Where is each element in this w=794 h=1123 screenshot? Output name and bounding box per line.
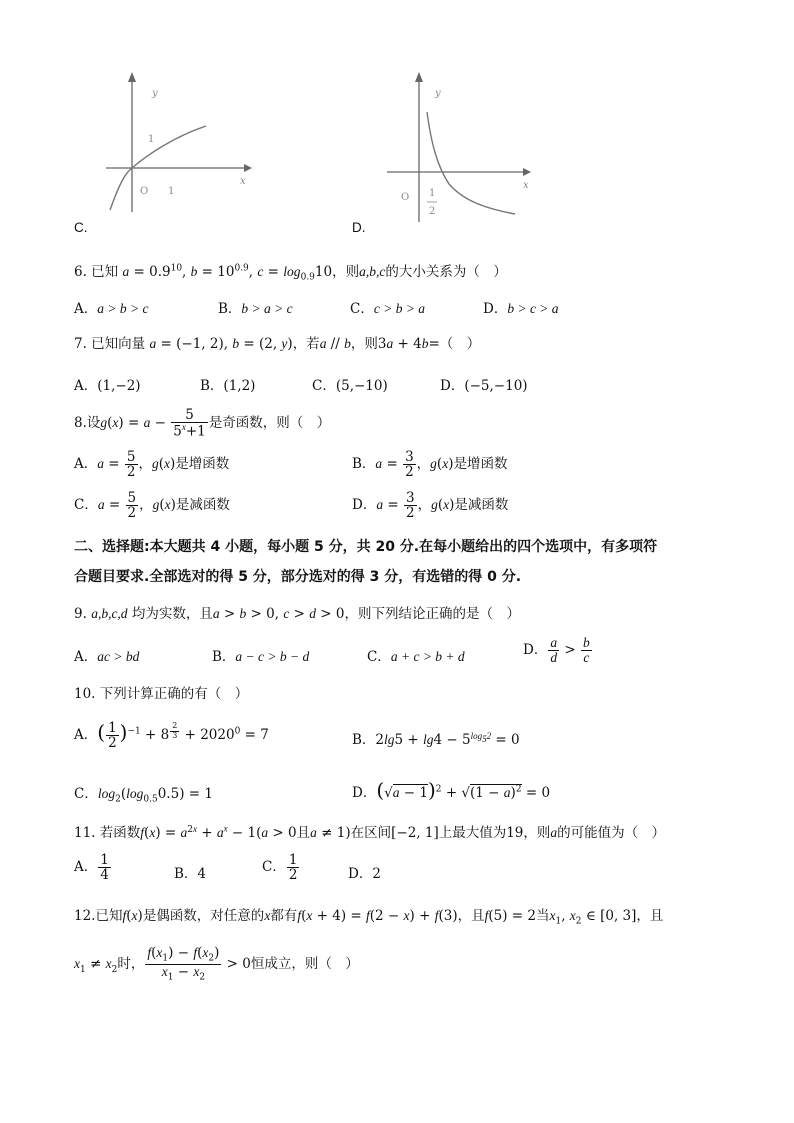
q7-option-d[interactable]: D．(−5,−10) bbox=[440, 378, 528, 394]
q11-option-b[interactable]: B．4 bbox=[174, 866, 207, 882]
q11-option-c[interactable]: C． $\frac{1}{2}$ bbox=[262, 852, 298, 884]
q11-stem: 11. 若函数$f(x) = a^{2x} + a^x - 1(a > 0$且a ≠ 1)在区间[−2, 1]上最大值为19，则a的可能值为（ ） bbox=[74, 823, 666, 841]
q10-option-b[interactable]: B．$2\lg 5 + \lg 4 - 5^{log_52} = 0$ bbox=[352, 730, 520, 748]
section2-heading-line1: 二、选择题:本大题共 4 小题，每小题 5 分，共 20 分.在每小题给出的四个选项中，有多项符 bbox=[74, 539, 658, 555]
q9-option-d[interactable]: D． $\frac{a}{d}$ > $\frac{b}{c}$ bbox=[523, 635, 590, 666]
graph-d-x-label: x bbox=[523, 180, 529, 191]
q7-option-c[interactable]: C．(5,−10) bbox=[312, 378, 388, 394]
q7-stem: 7. 已知向量 a = (−1, 2), b = (2, y)，若a // b，则3a + 4b=（ ） bbox=[74, 336, 481, 352]
graph-c-label: C. bbox=[74, 220, 88, 235]
graph-c bbox=[96, 62, 266, 222]
q10-option-c[interactable]: C．$\log_2(\log_{0.5}0.5) = 1$ bbox=[74, 786, 213, 805]
graph-d-y-label: y bbox=[435, 88, 441, 99]
q7-option-b[interactable]: B．(1,2) bbox=[200, 378, 256, 394]
graph-c-one-x: 1 bbox=[168, 186, 175, 197]
q7-option-a[interactable]: A．(1,−2) bbox=[74, 378, 141, 394]
q11-option-d[interactable]: D．2 bbox=[348, 866, 381, 882]
q8-option-a[interactable]: A．a = $\frac{5}{2}$ ，g(x)是增函数 bbox=[74, 449, 230, 481]
graph-c-y-label: y bbox=[152, 88, 158, 99]
graph-d-two: 2 bbox=[429, 206, 436, 217]
q9-option-b[interactable]: B．a − c > b − d bbox=[212, 649, 310, 665]
q11-option-a[interactable]: A． $\frac{1}{4}$ bbox=[74, 852, 109, 884]
q8-option-d[interactable]: D．a = $\frac{3}{2}$ ，g(x)是减函数 bbox=[352, 490, 509, 522]
q12-stem-line2: $x_1 \ne x_2$时， $\frac{f(x_1) - f(x_2)}{x_1 - x_2}$ > 0恒成立，则（ ） bbox=[74, 945, 359, 983]
graph-d-one-x: 1 bbox=[429, 188, 436, 199]
q6-option-b[interactable]: B．b > a > c bbox=[218, 301, 293, 317]
q8-option-c[interactable]: C．a = $\frac{5}{2}$ ，g(x)是减函数 bbox=[74, 490, 230, 522]
q6-stem: 6. 已知 $a = 0.9^{10}$, $b = 10^{0.9}$, $c = \log_{0.9}10$，则a,b,c的大小关系为（ ） bbox=[74, 263, 507, 283]
q6-option-a[interactable]: A．a > b > c bbox=[74, 301, 149, 317]
section2-heading-line2: 合题目要求.全部选对的得 5 分，部分选对的得 3 分，有选错的得 0 分. bbox=[74, 569, 522, 585]
q9-option-c[interactable]: C．a + c > b + d bbox=[367, 649, 465, 665]
q10-stem: 10. 下列计算正确的有（ ） bbox=[74, 686, 249, 702]
q8-stem: 8.设g(x) = a − $\frac{5}{5^x+1}$ 是奇函数，则（ ） bbox=[74, 407, 331, 440]
graph-c-one-y: 1 bbox=[148, 134, 155, 145]
q6-option-d[interactable]: D．b > c > a bbox=[483, 301, 559, 317]
q6-option-c[interactable]: C．c > b > a bbox=[350, 301, 426, 317]
q9-stem: 9. a,b,c,d 均为实数，且a > b > 0, c > d > 0，则下列结论正确的是（ ） bbox=[74, 606, 520, 622]
q10-option-a[interactable]: A．( $\frac{1}{2}$ )$^{-1}$ + 8 $^{\frac{2}{3}}$ + $2020^0 = 7$ bbox=[74, 719, 269, 751]
q10-option-d[interactable]: D．$(√a - 1)^2 + √(1 - a)^2 = 0$ bbox=[352, 778, 551, 802]
graph-c-origin: O bbox=[140, 186, 149, 197]
q12-stem-line1: 12.已知f(x)是偶函数，对任意的x都有f(x + 4) = f(2 − x) + f(3)，且f(5) = 2当$x_1$, $x_2$ ∈ [0, 3]，且 bbox=[74, 908, 664, 927]
q9-option-a[interactable]: A．ac > bd bbox=[74, 649, 140, 665]
graph-d bbox=[383, 62, 543, 227]
graph-d-label: D. bbox=[352, 220, 366, 235]
q8-option-b[interactable]: B．a = $\frac{3}{2}$ ，g(x)是增函数 bbox=[352, 449, 508, 481]
graph-d-origin: O bbox=[401, 192, 410, 203]
graph-c-x-label: x bbox=[240, 176, 246, 187]
